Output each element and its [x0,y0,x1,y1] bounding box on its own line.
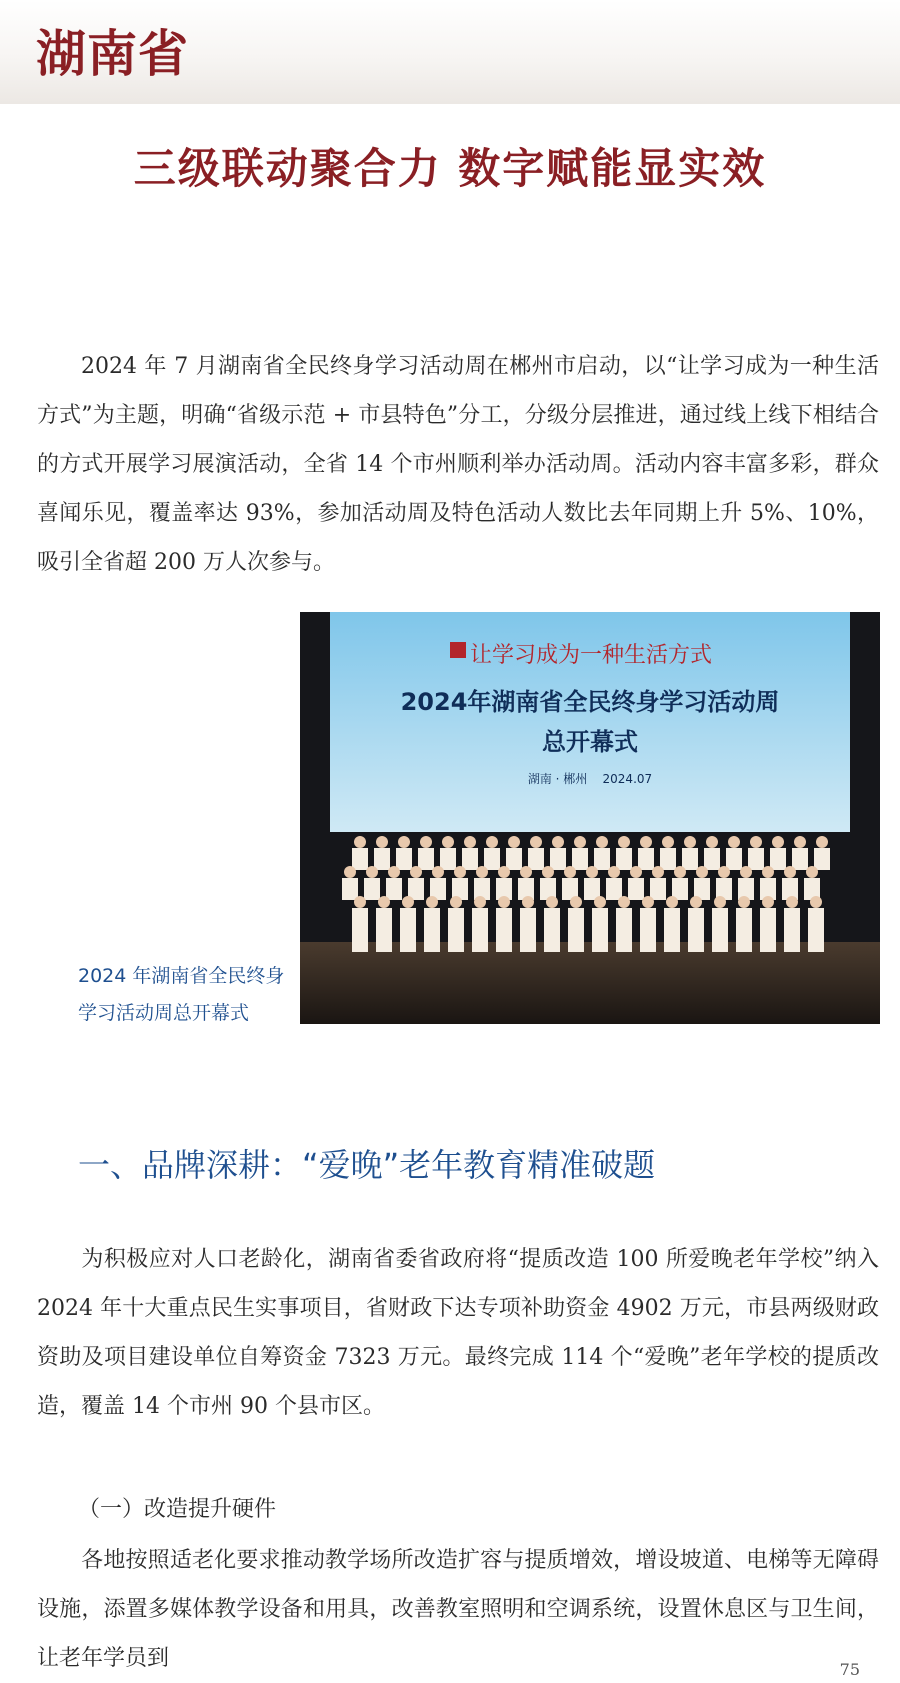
choir-member [696,866,708,878]
choir-member [354,896,366,908]
choir-member [398,836,410,848]
choir-member [462,848,478,870]
sub-heading: （一）改造提升硬件 [78,1497,277,1522]
choir-member [594,896,606,908]
choir-member [530,836,542,848]
choir-member [586,866,598,878]
choir-member [594,848,610,870]
choir-member [542,866,554,878]
choir-member [568,908,584,952]
choir-member [814,848,830,870]
choir-member [794,836,806,848]
choir-member [364,878,380,900]
choir-member [486,836,498,848]
choir-member [784,866,796,878]
choir-member [762,896,774,908]
choir-member [402,896,414,908]
choir-member [544,908,560,952]
choir-member [786,896,798,908]
choir-member [472,908,488,952]
page-number: 75 [839,1660,860,1679]
choir-member [376,836,388,848]
choir-member [714,896,726,908]
choir-member [440,848,456,870]
choir-member [388,866,400,878]
choir-member [426,896,438,908]
choir-member [498,896,510,908]
choir-member [374,848,390,870]
choir-member [522,896,534,908]
choir-member [616,848,632,870]
choir-member [772,836,784,848]
choir-member [736,908,752,952]
choir-member [546,896,558,908]
choir-member [424,908,440,952]
choir-member [476,866,488,878]
choir-member [748,848,764,870]
choir-member [564,866,576,878]
choir-member [704,848,720,870]
choir-member [418,848,434,870]
choir-member [618,896,630,908]
banner-title: 2024年湖南省全民终身学习活动周 [400,688,780,716]
choir-member [550,848,566,870]
choir-member [674,866,686,878]
choir-member [496,908,512,952]
choir-member [344,866,356,878]
choir-member [606,878,622,900]
province-label: 湖南省 [36,25,189,83]
choir-member [498,866,510,878]
choir-member [726,848,742,870]
choir-member [660,848,676,870]
choir-member [718,866,730,878]
choir-member [638,848,654,870]
choir-member [342,878,358,900]
section-text: 为积极应对人口老龄化，湖南省委省政府将“提质改造 100 所爱晚老年学校”纳入 2024 年十大重点民生实事项目，省财政下达专项补助资金 4902 万元，市县两级财政资助及项目建设单位自筹资金 7323 万元。最终完成 114 个“爱晚”老年学校的提质改造，覆盖 14 个市州 90 个县市区。 [37,1247,879,1419]
choir-member [574,836,586,848]
section-heading: 一、品牌深耕：“爱晚”老年教育精准破题 [78,1146,656,1184]
choir-member [642,896,654,908]
caption-line-2: 学习活动周总开幕式 [78,1002,250,1024]
banner-slogan: 让学习成为一种生活方式 [470,643,713,668]
choir-member [592,908,608,952]
choir-member [760,908,776,952]
choir-member [750,836,762,848]
choir-member [688,908,704,952]
choir-member [630,866,642,878]
choir-member [454,866,466,878]
choir-member [640,908,656,952]
choir-member [682,848,698,870]
choir-member [484,848,500,870]
choir-member [396,848,412,870]
choir-member [652,866,664,878]
choir-member [508,836,520,848]
sub-text: 各地按照适老化要求推动教学场所改造扩容与提质增效，增设坡道、电梯等无障碍设施，添置多媒体教学设备和用具，改善教室照明和空调系统，设置休息区与卫生间，让老年学员到 [37,1548,879,1671]
choir-member [662,836,674,848]
choir-member [808,908,824,952]
choir-member [506,848,522,870]
choir-member [650,878,666,900]
choir-member [784,908,800,952]
caption-line-1: 2024 年湖南省全民终身 [78,965,285,987]
choir-member [420,836,432,848]
choir-member [628,878,644,900]
choir-member [728,836,740,848]
article-title: 三级联动聚合力 数字赋能显实效 [133,144,767,193]
choir-member [608,866,620,878]
sub-paragraph [37,1536,879,1683]
choir-member [618,836,630,848]
choir-member [596,836,608,848]
choir-member [448,908,464,952]
choir-member [450,896,462,908]
event-photo [300,612,880,1024]
choir-member [352,908,368,952]
choir-member [664,908,680,952]
choir-member [816,836,828,848]
choir-member [572,848,588,870]
photo-caption [78,958,288,1032]
section-paragraph [37,1235,879,1431]
choir-member [474,896,486,908]
choir-member [666,896,678,908]
choir-member [616,908,632,952]
choir-member [520,866,532,878]
choir-member [366,866,378,878]
choir-member [640,836,652,848]
choir-member [706,836,718,848]
choir-member [762,866,774,878]
choir-member [806,866,818,878]
choir-member [378,896,390,908]
choir-member [354,836,366,848]
choir-member [570,896,582,908]
choir-member [690,896,702,908]
choir-member [386,878,402,900]
choir-member [738,896,750,908]
choir-member [552,836,564,848]
choir-member [528,848,544,870]
choir-member [770,848,786,870]
choir-member [684,836,696,848]
banner-place-date: 湖南 · 郴州 2024.07 [527,772,653,786]
choir-member [352,848,368,870]
choir-member [400,908,416,952]
choir-member [792,848,808,870]
choir-member [520,908,536,952]
intro-paragraph [37,342,879,587]
intro-text: 2024 年 7 月湖南省全民终身学习活动周在郴州市启动，以“让学习成为一种生活方式”为主题，明确“省级示范 + 市县特色”分工，分级分层推进，通过线上线下相结合的方式开展学习展演活动，全省 14 个市州顺利举办活动周。活动内容丰富多彩，群众喜闻乐见，覆盖率达 93%，参加活动周及特色活动人数比去年同期上升 5%、10%，吸引全省超 200 万人次参与。 [37,354,879,575]
banner-subtitle: 总开幕式 [542,728,638,756]
choir-member [442,836,454,848]
choir-member [740,866,752,878]
choir-member [410,866,422,878]
choir-member [810,896,822,908]
choir-member [376,908,392,952]
choir-member [432,866,444,878]
choir-member [464,836,476,848]
choir-member [712,908,728,952]
